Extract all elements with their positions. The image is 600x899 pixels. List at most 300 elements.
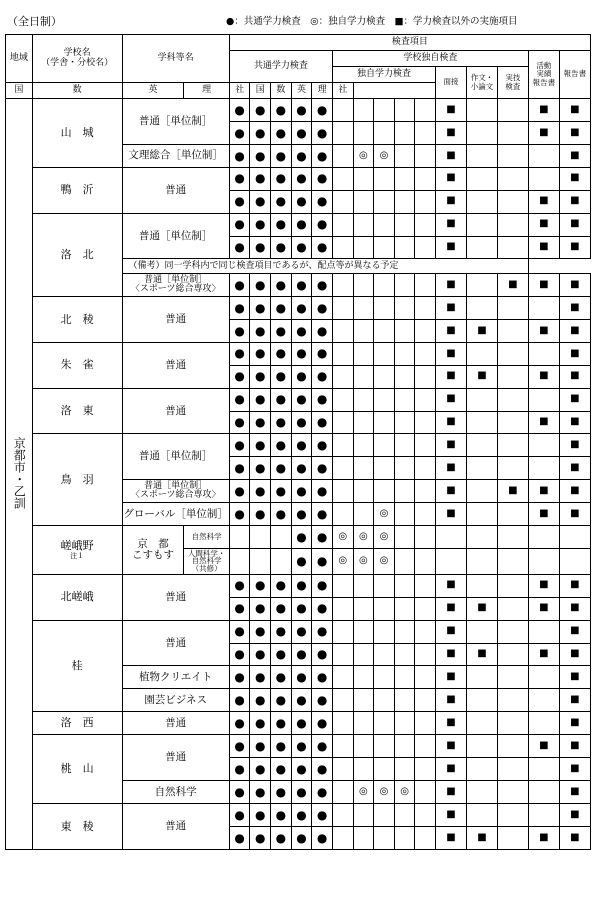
school-exam-mark: ◎ bbox=[374, 503, 395, 526]
empty-cell bbox=[394, 236, 415, 259]
empty-cell bbox=[466, 549, 497, 575]
common-exam-mark: ● bbox=[291, 121, 312, 144]
school-name-text: 桂 bbox=[71, 659, 83, 673]
header-jitsugi: 実技 検査 bbox=[497, 67, 528, 99]
common-exam-mark: ● bbox=[271, 666, 292, 689]
empty-cell bbox=[528, 457, 559, 480]
empty-cell bbox=[374, 190, 395, 213]
school-name bbox=[32, 803, 122, 849]
school-exam-mark: ◎ bbox=[374, 526, 395, 549]
other-item-mark: ■ bbox=[528, 190, 559, 213]
empty-cell bbox=[394, 480, 415, 503]
empty-cell bbox=[394, 457, 415, 480]
header-subject: 英 bbox=[291, 83, 312, 99]
empty-cell bbox=[466, 411, 497, 434]
common-exam-mark: ● bbox=[291, 597, 312, 620]
school-name-text: 鳥 羽 bbox=[60, 473, 94, 487]
other-item-mark: ■ bbox=[528, 236, 559, 259]
empty-cell bbox=[374, 365, 395, 388]
common-exam-mark: ● bbox=[291, 735, 312, 758]
empty-cell bbox=[374, 213, 395, 236]
common-exam-mark: ● bbox=[271, 274, 292, 297]
common-exam-mark: ● bbox=[250, 213, 271, 236]
empty-cell bbox=[415, 803, 436, 826]
common-exam-mark: ● bbox=[291, 274, 312, 297]
empty-cell bbox=[394, 99, 415, 122]
empty-cell bbox=[497, 434, 528, 457]
school-exam-mark: ◎ bbox=[353, 526, 374, 549]
other-item-mark: ■ bbox=[436, 99, 467, 122]
other-item-mark: ■ bbox=[559, 503, 590, 526]
empty-cell bbox=[497, 643, 528, 666]
school-exam-mark: ◎ bbox=[332, 549, 353, 575]
common-exam-mark: ● bbox=[291, 803, 312, 826]
empty-cell bbox=[528, 781, 559, 804]
empty-cell bbox=[374, 274, 395, 297]
empty-cell bbox=[332, 689, 353, 712]
common-exam-mark: ● bbox=[250, 342, 271, 365]
header-subject: 数 bbox=[271, 83, 292, 99]
common-exam-mark: ● bbox=[229, 643, 250, 666]
other-item-mark: ■ bbox=[559, 411, 590, 434]
empty-cell bbox=[415, 781, 436, 804]
common-exam-mark: ● bbox=[312, 167, 333, 190]
other-item-mark: ■ bbox=[559, 735, 590, 758]
empty-cell bbox=[353, 167, 374, 190]
common-exam-mark: ● bbox=[312, 803, 333, 826]
common-exam-mark: ● bbox=[229, 689, 250, 712]
header-subject: 社 bbox=[332, 83, 353, 99]
empty-cell bbox=[394, 803, 415, 826]
other-item-mark: ■ bbox=[559, 213, 590, 236]
other-item-mark: ■ bbox=[436, 296, 467, 319]
other-item-mark: ■ bbox=[559, 597, 590, 620]
common-exam-mark: ● bbox=[291, 296, 312, 319]
empty-cell bbox=[497, 597, 528, 620]
school-name bbox=[32, 167, 122, 213]
common-exam-mark: ● bbox=[250, 457, 271, 480]
empty-cell bbox=[353, 296, 374, 319]
dept-name: 普通 bbox=[122, 712, 229, 735]
dept-name: 普通 bbox=[122, 342, 229, 388]
empty-cell bbox=[394, 526, 415, 549]
common-exam-mark: ● bbox=[271, 167, 292, 190]
empty-cell bbox=[394, 144, 415, 167]
common-exam-mark: ● bbox=[271, 388, 292, 411]
empty-cell bbox=[374, 121, 395, 144]
empty-cell bbox=[394, 274, 415, 297]
other-item-mark: ■ bbox=[436, 712, 467, 735]
common-exam-mark: ● bbox=[312, 99, 333, 122]
common-exam-mark: ● bbox=[250, 144, 271, 167]
empty-cell bbox=[374, 620, 395, 643]
empty-cell bbox=[332, 144, 353, 167]
common-exam-mark: ● bbox=[291, 365, 312, 388]
other-item-mark: ■ bbox=[497, 274, 528, 297]
empty-cell bbox=[332, 388, 353, 411]
area-name bbox=[6, 99, 33, 850]
school-name bbox=[32, 712, 122, 735]
common-exam-mark: ● bbox=[312, 735, 333, 758]
common-exam-mark: ● bbox=[229, 503, 250, 526]
other-item-mark: ■ bbox=[528, 121, 559, 144]
empty-cell bbox=[332, 826, 353, 849]
empty-cell bbox=[353, 274, 374, 297]
common-exam-mark: ● bbox=[229, 296, 250, 319]
other-item-mark: ■ bbox=[436, 781, 467, 804]
header-katsudo: 活動 実績 報告書 bbox=[528, 51, 559, 99]
common-exam-mark: ● bbox=[271, 296, 292, 319]
empty-cell bbox=[466, 190, 497, 213]
common-exam-mark: ● bbox=[229, 365, 250, 388]
common-exam-mark: ● bbox=[312, 781, 333, 804]
header-mensetsu: 面接 bbox=[436, 67, 467, 99]
school-exam-mark: ◎ bbox=[353, 549, 374, 575]
header-subject: 理 bbox=[184, 83, 229, 99]
other-item-mark: ■ bbox=[559, 319, 590, 342]
empty-cell bbox=[497, 121, 528, 144]
empty-cell bbox=[353, 411, 374, 434]
empty-cell bbox=[394, 319, 415, 342]
school-name bbox=[32, 526, 122, 575]
empty-cell bbox=[332, 236, 353, 259]
school-exam-mark: ◎ bbox=[374, 144, 395, 167]
empty-cell bbox=[528, 388, 559, 411]
school-name-text: 山 城 bbox=[60, 126, 94, 140]
empty-cell bbox=[415, 549, 436, 575]
other-item-mark: ■ bbox=[559, 666, 590, 689]
empty-cell bbox=[415, 99, 436, 122]
empty-cell bbox=[353, 342, 374, 365]
empty-cell bbox=[394, 121, 415, 144]
common-exam-mark: ● bbox=[291, 689, 312, 712]
empty-cell bbox=[394, 666, 415, 689]
dept-name: 普通 bbox=[122, 167, 229, 213]
common-exam-mark: ● bbox=[229, 167, 250, 190]
empty-cell bbox=[353, 758, 374, 781]
empty-cell bbox=[374, 167, 395, 190]
dept-name: 植物クリエイト bbox=[122, 666, 229, 689]
exam-items-table bbox=[5, 34, 591, 850]
dept-name: グローバル［単位制］ bbox=[122, 503, 229, 526]
common-exam-mark: ● bbox=[291, 526, 312, 549]
other-item-mark: ■ bbox=[436, 826, 467, 849]
other-item-mark: ■ bbox=[559, 643, 590, 666]
common-exam-mark: ● bbox=[250, 803, 271, 826]
empty-cell bbox=[497, 190, 528, 213]
common-exam-mark: ● bbox=[271, 597, 292, 620]
empty-cell bbox=[332, 597, 353, 620]
empty-cell bbox=[559, 526, 590, 549]
header-kyotsu: 共通学力検査 bbox=[229, 51, 332, 83]
other-item-mark: ■ bbox=[436, 597, 467, 620]
area-name-text: 京都市・乙訓 bbox=[12, 436, 27, 509]
school-exam-mark: ◎ bbox=[332, 526, 353, 549]
other-item-mark: ■ bbox=[436, 457, 467, 480]
common-exam-mark: ● bbox=[250, 826, 271, 849]
table-caption: （全日制） bbox=[7, 15, 62, 28]
empty-cell bbox=[374, 826, 395, 849]
empty-cell bbox=[394, 574, 415, 597]
common-exam-mark: ● bbox=[250, 597, 271, 620]
common-exam-mark: ● bbox=[312, 411, 333, 434]
other-item-mark: ■ bbox=[559, 365, 590, 388]
school-name-text: 朱 雀 bbox=[60, 358, 94, 372]
empty-cell bbox=[415, 167, 436, 190]
common-exam-mark: ● bbox=[291, 781, 312, 804]
other-item-mark: ■ bbox=[528, 274, 559, 297]
other-item-mark: ■ bbox=[559, 826, 590, 849]
school-name bbox=[32, 213, 122, 296]
empty-cell bbox=[415, 190, 436, 213]
other-item-mark: ■ bbox=[436, 236, 467, 259]
empty-cell bbox=[332, 365, 353, 388]
empty-cell bbox=[415, 411, 436, 434]
other-item-mark: ■ bbox=[436, 213, 467, 236]
common-exam-mark: ● bbox=[291, 342, 312, 365]
empty-cell bbox=[415, 457, 436, 480]
empty-cell bbox=[271, 526, 292, 549]
empty-cell bbox=[415, 574, 436, 597]
other-item-mark: ■ bbox=[436, 190, 467, 213]
other-item-mark: ■ bbox=[436, 434, 467, 457]
empty-cell bbox=[394, 434, 415, 457]
common-exam-mark: ● bbox=[271, 758, 292, 781]
other-item-mark: ■ bbox=[559, 342, 590, 365]
header-hokoku: 報告書 bbox=[559, 51, 590, 99]
common-exam-mark: ● bbox=[312, 434, 333, 457]
empty-cell bbox=[415, 735, 436, 758]
empty-cell bbox=[332, 213, 353, 236]
empty-cell bbox=[332, 342, 353, 365]
common-exam-mark: ● bbox=[291, 190, 312, 213]
school-name bbox=[32, 735, 122, 804]
common-exam-mark: ● bbox=[291, 503, 312, 526]
common-exam-mark: ● bbox=[312, 826, 333, 849]
other-item-mark: ■ bbox=[466, 643, 497, 666]
empty-cell bbox=[466, 503, 497, 526]
other-item-mark: ■ bbox=[436, 388, 467, 411]
school-exam-mark: ◎ bbox=[353, 781, 374, 804]
empty-cell bbox=[374, 434, 395, 457]
header-subject: 理 bbox=[312, 83, 333, 99]
common-exam-mark: ● bbox=[229, 342, 250, 365]
empty-cell bbox=[528, 342, 559, 365]
empty-cell bbox=[374, 99, 395, 122]
school-name bbox=[32, 388, 122, 434]
empty-cell bbox=[415, 144, 436, 167]
dept-name: 普通 bbox=[122, 574, 229, 620]
other-item-mark: ■ bbox=[559, 457, 590, 480]
common-exam-mark: ● bbox=[291, 712, 312, 735]
empty-cell bbox=[374, 388, 395, 411]
header-area: 地域 bbox=[6, 35, 33, 83]
school-exam-mark: ◎ bbox=[353, 144, 374, 167]
common-exam-mark: ● bbox=[291, 319, 312, 342]
common-exam-mark: ● bbox=[271, 319, 292, 342]
common-exam-mark: ● bbox=[229, 411, 250, 434]
empty-cell bbox=[466, 803, 497, 826]
empty-cell bbox=[466, 213, 497, 236]
common-exam-mark: ● bbox=[250, 121, 271, 144]
empty-cell bbox=[332, 574, 353, 597]
empty-cell bbox=[353, 236, 374, 259]
empty-cell bbox=[497, 689, 528, 712]
header-kensa: 検査項目 bbox=[229, 35, 590, 51]
empty-cell bbox=[528, 666, 559, 689]
empty-cell bbox=[394, 296, 415, 319]
common-exam-mark: ● bbox=[271, 503, 292, 526]
empty-cell bbox=[374, 689, 395, 712]
other-item-mark: ■ bbox=[559, 781, 590, 804]
common-exam-mark: ● bbox=[229, 388, 250, 411]
empty-cell bbox=[374, 803, 395, 826]
common-exam-mark: ● bbox=[271, 434, 292, 457]
common-exam-mark: ● bbox=[291, 144, 312, 167]
common-exam-mark: ● bbox=[250, 434, 271, 457]
common-exam-mark: ● bbox=[250, 365, 271, 388]
empty-cell bbox=[528, 296, 559, 319]
empty-cell bbox=[415, 388, 436, 411]
common-exam-mark: ● bbox=[229, 597, 250, 620]
common-exam-mark: ● bbox=[229, 457, 250, 480]
common-exam-mark: ● bbox=[312, 503, 333, 526]
common-exam-mark: ● bbox=[250, 503, 271, 526]
empty-cell bbox=[415, 274, 436, 297]
common-exam-mark: ● bbox=[312, 597, 333, 620]
common-exam-mark: ● bbox=[250, 735, 271, 758]
other-item-mark: ■ bbox=[466, 365, 497, 388]
other-item-mark: ■ bbox=[528, 319, 559, 342]
other-item-mark: ■ bbox=[436, 643, 467, 666]
other-item-mark: ■ bbox=[528, 597, 559, 620]
empty-cell bbox=[497, 666, 528, 689]
common-exam-mark: ● bbox=[250, 574, 271, 597]
empty-cell bbox=[466, 480, 497, 503]
common-exam-mark: ● bbox=[312, 213, 333, 236]
other-item-mark: ■ bbox=[436, 574, 467, 597]
other-item-mark: ■ bbox=[528, 411, 559, 434]
empty-cell bbox=[497, 296, 528, 319]
header-dept: 学科等名 bbox=[122, 35, 229, 83]
other-item-mark: ■ bbox=[559, 296, 590, 319]
school-name-text: 嵯峨野 bbox=[60, 538, 94, 552]
common-exam-mark: ● bbox=[250, 388, 271, 411]
dept-name: 普通 bbox=[122, 388, 229, 434]
empty-cell bbox=[394, 503, 415, 526]
empty-cell bbox=[332, 121, 353, 144]
empty-cell bbox=[497, 388, 528, 411]
remark-row: （備考）同一学科内で同じ検査項目であるが、配点等が異なる予定 bbox=[122, 259, 528, 274]
other-item-mark: ■ bbox=[436, 365, 467, 388]
common-exam-mark: ● bbox=[312, 388, 333, 411]
empty-cell bbox=[394, 689, 415, 712]
dept-name: 普通［単位制］ 〈スポーツ総合専攻〉 bbox=[122, 274, 229, 297]
empty-cell bbox=[528, 620, 559, 643]
common-exam-mark: ● bbox=[271, 620, 292, 643]
common-exam-mark: ● bbox=[271, 342, 292, 365]
common-exam-mark: ● bbox=[291, 167, 312, 190]
empty-cell bbox=[415, 643, 436, 666]
empty-cell bbox=[394, 758, 415, 781]
other-item-mark: ■ bbox=[559, 480, 590, 503]
common-exam-mark: ● bbox=[250, 758, 271, 781]
common-exam-mark: ● bbox=[229, 781, 250, 804]
common-exam-mark: ● bbox=[312, 549, 333, 575]
empty-cell bbox=[394, 597, 415, 620]
common-exam-mark: ● bbox=[291, 643, 312, 666]
common-exam-mark: ● bbox=[312, 526, 333, 549]
empty-cell bbox=[353, 365, 374, 388]
school-name bbox=[32, 296, 122, 342]
common-exam-mark: ● bbox=[312, 643, 333, 666]
common-exam-mark: ● bbox=[291, 574, 312, 597]
empty-cell bbox=[466, 236, 497, 259]
common-exam-mark: ● bbox=[291, 434, 312, 457]
other-item-mark: ■ bbox=[436, 758, 467, 781]
empty-cell bbox=[374, 758, 395, 781]
empty-cell bbox=[466, 121, 497, 144]
empty-cell bbox=[374, 597, 395, 620]
other-item-mark: ■ bbox=[559, 99, 590, 122]
dept-name: 普通 bbox=[122, 735, 229, 781]
common-exam-mark: ● bbox=[250, 620, 271, 643]
other-item-mark: ■ bbox=[436, 411, 467, 434]
empty-cell bbox=[466, 526, 497, 549]
empty-cell bbox=[374, 236, 395, 259]
dept-name: 自然科学 bbox=[184, 526, 229, 549]
empty-cell bbox=[466, 274, 497, 297]
empty-cell bbox=[332, 712, 353, 735]
empty-cell bbox=[466, 342, 497, 365]
other-item-mark: ■ bbox=[436, 735, 467, 758]
common-exam-mark: ● bbox=[291, 213, 312, 236]
school-name-text: 北嵯峨 bbox=[60, 590, 94, 604]
other-item-mark: ■ bbox=[559, 758, 590, 781]
other-item-mark: ■ bbox=[559, 190, 590, 213]
empty-cell bbox=[559, 549, 590, 575]
empty-cell bbox=[332, 434, 353, 457]
empty-cell bbox=[394, 735, 415, 758]
school-name-text: 北 稜 bbox=[60, 312, 94, 326]
other-item-mark: ■ bbox=[559, 236, 590, 259]
school-exam-mark: ◎ bbox=[394, 781, 415, 804]
empty-cell bbox=[332, 457, 353, 480]
dept-name: 普通［単位制］ bbox=[122, 99, 229, 145]
empty-cell bbox=[332, 503, 353, 526]
other-item-mark: ■ bbox=[528, 213, 559, 236]
common-exam-mark: ● bbox=[312, 480, 333, 503]
other-item-mark: ■ bbox=[466, 319, 497, 342]
empty-cell bbox=[353, 503, 374, 526]
school-name-text: 洛 西 bbox=[60, 716, 94, 730]
common-exam-mark: ● bbox=[312, 758, 333, 781]
common-exam-mark: ● bbox=[229, 190, 250, 213]
empty-cell bbox=[466, 434, 497, 457]
header-subject: 数 bbox=[32, 83, 122, 99]
other-item-mark: ■ bbox=[436, 121, 467, 144]
school-note: 注１ bbox=[70, 552, 85, 561]
empty-cell bbox=[436, 549, 467, 575]
empty-cell bbox=[332, 803, 353, 826]
other-item-mark: ■ bbox=[559, 144, 590, 167]
common-exam-mark: ● bbox=[229, 758, 250, 781]
empty-cell bbox=[497, 781, 528, 804]
common-exam-mark: ● bbox=[312, 712, 333, 735]
common-exam-mark: ● bbox=[312, 457, 333, 480]
school-name bbox=[32, 620, 122, 712]
common-exam-mark: ● bbox=[271, 236, 292, 259]
